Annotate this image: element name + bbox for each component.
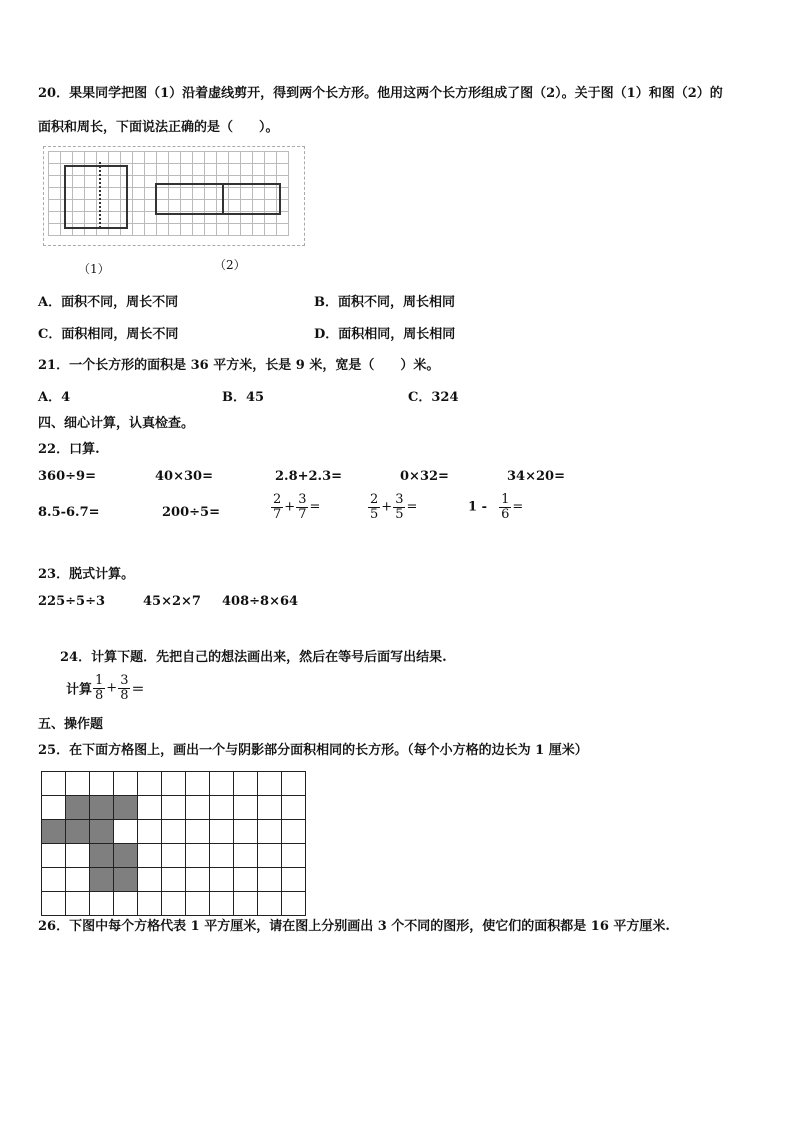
grid-cell[interactable]: [210, 796, 234, 820]
grid-cell[interactable]: [42, 844, 66, 868]
grid-cell: [277, 152, 289, 164]
grid-cell[interactable]: [282, 868, 306, 892]
grid-cell[interactable]: [258, 820, 282, 844]
grid-cell[interactable]: [234, 796, 258, 820]
grid-cell: [133, 164, 145, 176]
grid-cell[interactable]: [234, 820, 258, 844]
prefix: 1 -: [468, 499, 487, 515]
grid-cell[interactable]: [186, 796, 210, 820]
equals-sign: =: [309, 499, 321, 515]
grid-cell: [265, 152, 277, 164]
numerator: 3: [395, 492, 404, 507]
q25-grid-table[interactable]: [41, 771, 306, 916]
grid-cell: [241, 224, 253, 236]
grid-cell: [241, 164, 253, 176]
section4-heading: 四、细心计算，认真检查。: [38, 416, 195, 431]
grid-cell: [181, 224, 193, 236]
q20-option-b[interactable]: B．面积不同，周长相同: [314, 295, 455, 310]
fig1-dashed-line: [99, 162, 101, 228]
grid-cell: [49, 212, 61, 224]
grid-cell: [277, 164, 289, 176]
q21-option-c[interactable]: C．324: [408, 390, 459, 405]
q21-option-a[interactable]: A．4: [38, 390, 71, 405]
grid-cell: [253, 164, 265, 176]
grid-cell[interactable]: [258, 844, 282, 868]
grid-cell: [133, 152, 145, 164]
grid-cell[interactable]: [258, 868, 282, 892]
shaded-cell[interactable]: [66, 796, 90, 820]
grid-cell[interactable]: [42, 772, 66, 796]
grid-cell[interactable]: [66, 892, 90, 916]
grid-cell[interactable]: [186, 844, 210, 868]
grid-cell: [49, 176, 61, 188]
grid-cell[interactable]: [90, 892, 114, 916]
grid-cell[interactable]: [162, 892, 186, 916]
grid-cell[interactable]: [42, 892, 66, 916]
q22-fraction-expr-1: [270, 493, 320, 521]
grid-cell: [229, 224, 241, 236]
grid-cell[interactable]: [258, 772, 282, 796]
grid-cell: [145, 224, 157, 236]
q22-expr: 40×30=: [155, 469, 213, 484]
section5-heading: 五、操作题: [38, 717, 104, 732]
denominator: 8: [95, 687, 104, 703]
q20-option-d[interactable]: D．面积相同，周长相同: [314, 327, 456, 342]
fig2-divider: [222, 183, 224, 213]
q23-expr: 408÷8×64: [222, 594, 299, 609]
q21-option-b[interactable]: B．45: [222, 390, 265, 405]
q22-expr: 34×20=: [507, 469, 565, 484]
grid-cell: [157, 164, 169, 176]
grid-cell: [169, 224, 181, 236]
grid-cell: [193, 224, 205, 236]
grid-cell: [121, 152, 133, 164]
grid-cell[interactable]: [282, 820, 306, 844]
grid-cell[interactable]: [282, 892, 306, 916]
equals-sign: =: [512, 499, 524, 515]
grid-cell: [169, 164, 181, 176]
numerator: 3: [120, 673, 129, 688]
q25-text: 25．在下面方格图上，画出一个与阴影部分面积相同的长方形。（每个小方格的边长为 1 厘米）: [38, 743, 588, 758]
grid-cell[interactable]: [162, 772, 186, 796]
grid-cell: [49, 188, 61, 200]
grid-cell: [85, 152, 97, 164]
grid-cell[interactable]: [138, 796, 162, 820]
grid-cell: [109, 152, 121, 164]
q22-expr: 0×32=: [400, 469, 449, 484]
q26-text: 26．下图中每个方格代表 1 平方厘米，请在图上分别画出 3 个不同的图形，使它们的面积都是 16 平方厘米.: [38, 919, 670, 934]
grid-cell[interactable]: [42, 796, 66, 820]
grid-cell: [181, 164, 193, 176]
prefix: 计算: [66, 682, 93, 698]
grid-cell[interactable]: [186, 772, 210, 796]
grid-cell: [205, 224, 217, 236]
grid-cell: [73, 152, 85, 164]
grid-cell[interactable]: [114, 772, 138, 796]
grid-cell: [253, 152, 265, 164]
denominator: 8: [120, 687, 129, 703]
grid-cell: [49, 152, 61, 164]
grid-cell: [145, 164, 157, 176]
denominator: 7: [298, 506, 307, 522]
grid-cell: [277, 224, 289, 236]
q20-line2: 面积和周长，下面说法正确的是（ ）。: [38, 120, 279, 135]
fig1-square: [64, 165, 128, 229]
grid-cell[interactable]: [114, 892, 138, 916]
denominator: 5: [370, 506, 379, 522]
grid-cell[interactable]: [234, 892, 258, 916]
grid-cell: [49, 164, 61, 176]
grid-cell: [133, 176, 145, 188]
fig2-rectangle: [155, 183, 281, 215]
grid-cell[interactable]: [186, 892, 210, 916]
grid-cell: [217, 224, 229, 236]
grid-cell: [217, 164, 229, 176]
grid-cell[interactable]: [282, 844, 306, 868]
grid-cell[interactable]: [210, 892, 234, 916]
grid-cell[interactable]: [90, 772, 114, 796]
grid-cell: [229, 152, 241, 164]
grid-cell[interactable]: [210, 844, 234, 868]
q24-expression: [66, 674, 145, 702]
grid-cell: [157, 224, 169, 236]
fig1-caption: （1）: [78, 262, 110, 276]
numerator: 1: [501, 492, 510, 507]
grid-cell: [229, 164, 241, 176]
shaded-cell[interactable]: [114, 796, 138, 820]
grid-cell: [61, 152, 73, 164]
numerator: 2: [370, 492, 379, 507]
grid-cell[interactable]: [186, 820, 210, 844]
grid-cell[interactable]: [210, 772, 234, 796]
grid-cell[interactable]: [186, 868, 210, 892]
grid-cell[interactable]: [138, 844, 162, 868]
grid-cell[interactable]: [66, 868, 90, 892]
grid-cell[interactable]: [210, 820, 234, 844]
grid-cell[interactable]: [162, 844, 186, 868]
q22-expr: 200÷5=: [162, 505, 220, 520]
q23-title: 23．脱式计算。: [38, 567, 135, 582]
grid-cell: [133, 212, 145, 224]
grid-cell[interactable]: [210, 868, 234, 892]
q21-text: 21．一个长方形的面积是 36 平方米，长是 9 米，宽是（ ）米。: [38, 358, 440, 373]
grid-cell: [217, 152, 229, 164]
grid-cell[interactable]: [138, 868, 162, 892]
grid-cell: [193, 164, 205, 176]
grid-cell[interactable]: [234, 868, 258, 892]
grid-cell[interactable]: [234, 772, 258, 796]
grid-cell: [205, 164, 217, 176]
q20-figure-frame: [43, 146, 305, 246]
grid-cell: [157, 152, 169, 164]
grid-cell: [49, 224, 61, 236]
grid-cell[interactable]: [258, 892, 282, 916]
grid-cell: [241, 152, 253, 164]
denominator: 7: [273, 506, 282, 522]
shaded-cell[interactable]: [90, 796, 114, 820]
shaded-cell[interactable]: [90, 820, 114, 844]
grid-cell[interactable]: [138, 820, 162, 844]
shaded-cell[interactable]: [90, 844, 114, 868]
grid-cell[interactable]: [42, 868, 66, 892]
grid-cell[interactable]: [162, 796, 186, 820]
grid-cell: [145, 152, 157, 164]
q22-fraction-expr-2: [367, 493, 417, 521]
q25-grid[interactable]: [41, 771, 306, 916]
q20-line1: 20．果果同学把图（1）沿着虚线剪开，得到两个长方形。他用这两个长方形组成了图（2）。关于图（1）和图（2）的: [38, 86, 723, 101]
q23-expr: 45×2×7: [143, 594, 201, 609]
grid-cell[interactable]: [282, 796, 306, 820]
denominator: 6: [501, 506, 510, 522]
q24-title: 24．计算下题．先把自己的想法画出来，然后在等号后面写出结果.: [60, 650, 447, 665]
grid-cell: [133, 224, 145, 236]
grid-cell: [181, 152, 193, 164]
operator: +: [381, 499, 393, 515]
grid-cell: [193, 152, 205, 164]
equals-sign: ＝: [131, 682, 145, 698]
grid-cell: [169, 152, 181, 164]
grid-cell[interactable]: [162, 868, 186, 892]
grid-cell: [265, 164, 277, 176]
q22-expr: 360÷9=: [38, 469, 96, 484]
q22-title: 22．口算.: [38, 442, 100, 457]
grid-cell[interactable]: [258, 796, 282, 820]
grid-cell[interactable]: [138, 772, 162, 796]
grid-cell: [205, 152, 217, 164]
numerator: 3: [298, 492, 307, 507]
grid-cell: [133, 188, 145, 200]
grid-cell[interactable]: [234, 844, 258, 868]
q23-expr: 225÷5÷3: [38, 594, 106, 609]
q22-fraction-expr-3: [468, 493, 523, 521]
grid-cell[interactable]: [66, 772, 90, 796]
operator: +: [106, 680, 118, 696]
numerator: 2: [273, 492, 282, 507]
shaded-cell[interactable]: [114, 868, 138, 892]
q20-option-c[interactable]: C．面积相同，周长不同: [38, 327, 179, 342]
grid-cell: [133, 200, 145, 212]
equals-sign: =: [406, 499, 418, 515]
grid-cell: [265, 224, 277, 236]
shaded-cell[interactable]: [42, 820, 66, 844]
grid-cell[interactable]: [114, 820, 138, 844]
shaded-cell[interactable]: [114, 844, 138, 868]
denominator: 5: [395, 506, 404, 522]
grid-cell: [253, 224, 265, 236]
q22-expr: 8.5-6.7=: [38, 505, 100, 520]
grid-cell[interactable]: [138, 892, 162, 916]
grid-cell[interactable]: [66, 844, 90, 868]
numerator: 1: [95, 673, 104, 688]
shaded-cell[interactable]: [90, 868, 114, 892]
q20-option-a[interactable]: A．面积不同，周长不同: [38, 295, 179, 310]
grid-cell[interactable]: [162, 820, 186, 844]
shaded-cell[interactable]: [66, 820, 90, 844]
fig2-caption: （2）: [214, 258, 246, 272]
q22-expr: 2.8+2.3=: [275, 469, 343, 484]
grid-cell[interactable]: [282, 772, 306, 796]
operator: +: [284, 499, 296, 515]
grid-cell: [49, 200, 61, 212]
